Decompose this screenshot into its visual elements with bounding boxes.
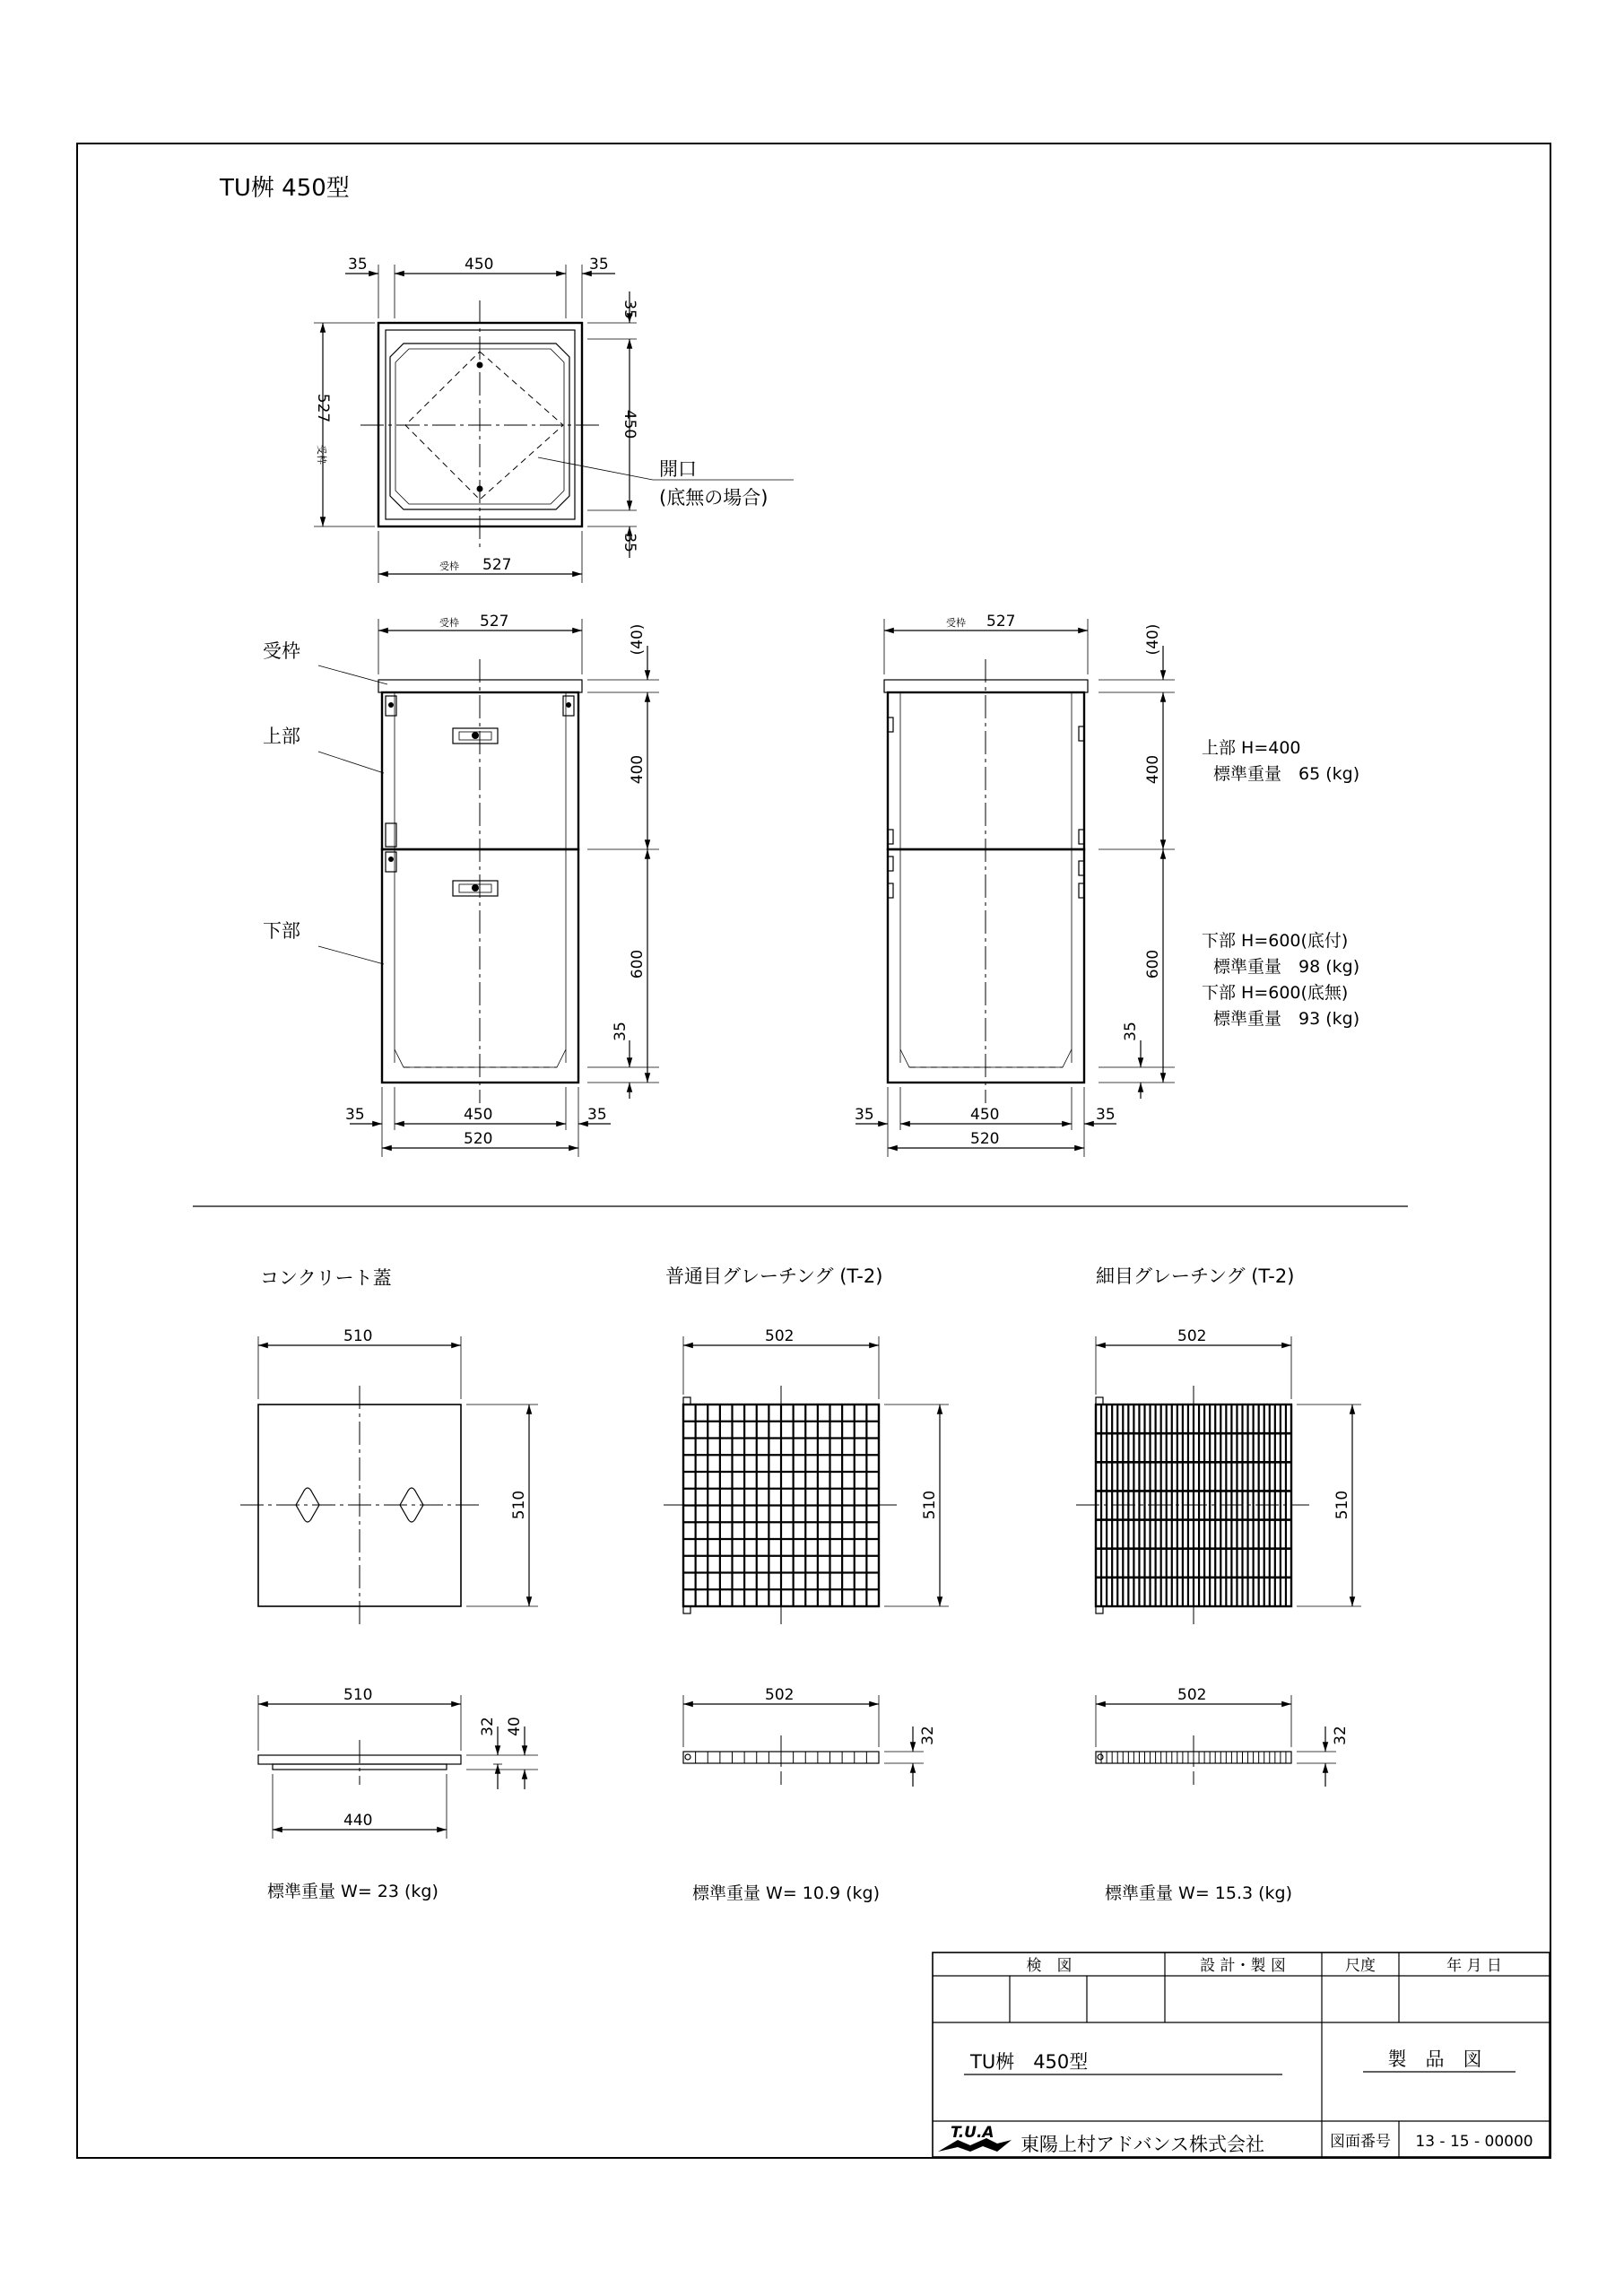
spec-lower-h1: 下部 H=600(底付)	[1202, 931, 1349, 951]
opening-label: 開口	[659, 458, 697, 480]
front-dim-upper: 400	[629, 754, 647, 785]
front-top-small: 受枠	[439, 617, 459, 629]
tb-header-scale: 尺度	[1345, 1957, 1376, 1975]
grating-normal-top-w: 502	[765, 1327, 795, 1345]
concrete-top-w: 510	[343, 1327, 373, 1345]
top-dim-v-top: 35	[621, 300, 638, 319]
top-dim-bottom-small: 受枠	[439, 561, 459, 572]
top-dim-left-small: 受枠	[316, 445, 327, 465]
concrete-cover-title: コンクリート蓋	[260, 1267, 392, 1289]
tb-drawing-no: 13 - 15 - 00000	[1415, 2133, 1533, 2151]
concrete-side-w: 510	[343, 1686, 373, 1704]
side-view	[855, 613, 1175, 1157]
drawing-border	[77, 144, 1550, 2158]
front-dim-b-left: 35	[345, 1106, 365, 1124]
spec-lower-h2: 下部 H=600(底無)	[1202, 983, 1349, 1003]
grating-normal-side-h: 32	[919, 1726, 937, 1745]
drawing-title: TU桝 450型	[220, 175, 350, 202]
tb-company: 東陽上村アドバンス株式会社	[1020, 2134, 1264, 2155]
grating-normal	[664, 1265, 949, 1903]
front-view	[263, 613, 659, 1157]
grating-fine-side-w: 502	[1177, 1686, 1207, 1704]
top-dim-mid: 450	[465, 256, 494, 274]
tb-drawing-type: 製 品 図	[1387, 2048, 1482, 2070]
spec-notes	[1202, 738, 1359, 1029]
tb-header-date: 年 月 日	[1446, 1957, 1502, 1975]
concrete-side-bottom: 440	[343, 1812, 373, 1830]
top-view	[314, 256, 794, 583]
front-dim-base: 35	[612, 1022, 630, 1041]
side-dim-upper: 400	[1144, 754, 1162, 785]
tb-logo-text: T.U.A	[951, 2124, 994, 2142]
front-dim-b-right: 35	[587, 1106, 607, 1124]
side-dim-b-left: 35	[855, 1106, 874, 1124]
opening-note: (底無の場合)	[659, 487, 769, 509]
side-dim-b-total: 520	[970, 1130, 1000, 1148]
grating-normal-side-w: 502	[765, 1686, 795, 1704]
grating-fine-top-w: 502	[1177, 1327, 1207, 1345]
front-dim-lower: 600	[629, 949, 647, 979]
side-dim-lower: 600	[1144, 949, 1162, 979]
side-top-small: 受枠	[946, 617, 966, 629]
top-dim-left-value: 527	[314, 393, 332, 423]
concrete-side-h1: 32	[479, 1717, 497, 1736]
concrete-cover	[240, 1267, 538, 1901]
tb-drawing-no-label: 図面番号	[1330, 2133, 1391, 2151]
top-dim-v-mid: 450	[621, 409, 638, 439]
spec-upper-w: 標準重量 65 (kg)	[1213, 764, 1360, 784]
grating-fine-title: 細目グレーチング (T-2)	[1096, 1265, 1295, 1287]
top-dim-v-bot: 35	[621, 533, 638, 552]
grating-fine-top-h: 510	[1333, 1490, 1351, 1520]
side-dim-base: 35	[1122, 1022, 1140, 1041]
tb-product-name: TU桝 450型	[970, 2051, 1089, 2073]
spec-upper-h: 上部 H=400	[1202, 738, 1301, 758]
concrete-side-h2: 40	[506, 1717, 524, 1736]
top-dim-right: 35	[589, 256, 609, 274]
tb-header-design: 設 計・製 図	[1200, 1957, 1286, 1975]
front-dim-b-mid: 450	[464, 1106, 493, 1124]
tb-header-check: 検 図	[1026, 1957, 1073, 1975]
concrete-weight: 標準重量 W= 23 (kg)	[267, 1882, 439, 1901]
concrete-top-h: 510	[510, 1490, 528, 1520]
front-top-value: 527	[480, 613, 509, 631]
title-block	[933, 1952, 1550, 2157]
side-dim-b-right: 35	[1096, 1106, 1116, 1124]
grating-normal-top-h: 510	[921, 1490, 939, 1520]
front-dim-b-total: 520	[464, 1130, 493, 1148]
grating-normal-weight: 標準重量 W= 10.9 (kg)	[692, 1883, 881, 1903]
front-dim-frame: (40)	[629, 623, 647, 656]
spec-lower-w2: 標準重量 93 (kg)	[1213, 1009, 1360, 1029]
grating-normal-title: 普通目グレーチング (T-2)	[665, 1265, 883, 1287]
side-top-value: 527	[986, 613, 1016, 631]
grating-fine-weight: 標準重量 W= 15.3 (kg)	[1105, 1883, 1293, 1903]
front-label-lower: 下部	[263, 920, 300, 942]
grating-fine-side-h: 32	[1332, 1726, 1350, 1745]
front-label-frame: 受枠	[263, 640, 300, 662]
side-dim-frame: (40)	[1144, 623, 1162, 656]
grating-fine	[1076, 1265, 1361, 1903]
front-label-upper: 上部	[263, 726, 300, 747]
spec-lower-w1: 標準重量 98 (kg)	[1213, 957, 1360, 977]
side-dim-b-mid: 450	[970, 1106, 1000, 1124]
top-dim-bottom-value: 527	[482, 556, 512, 574]
top-dim-left: 35	[348, 256, 368, 274]
